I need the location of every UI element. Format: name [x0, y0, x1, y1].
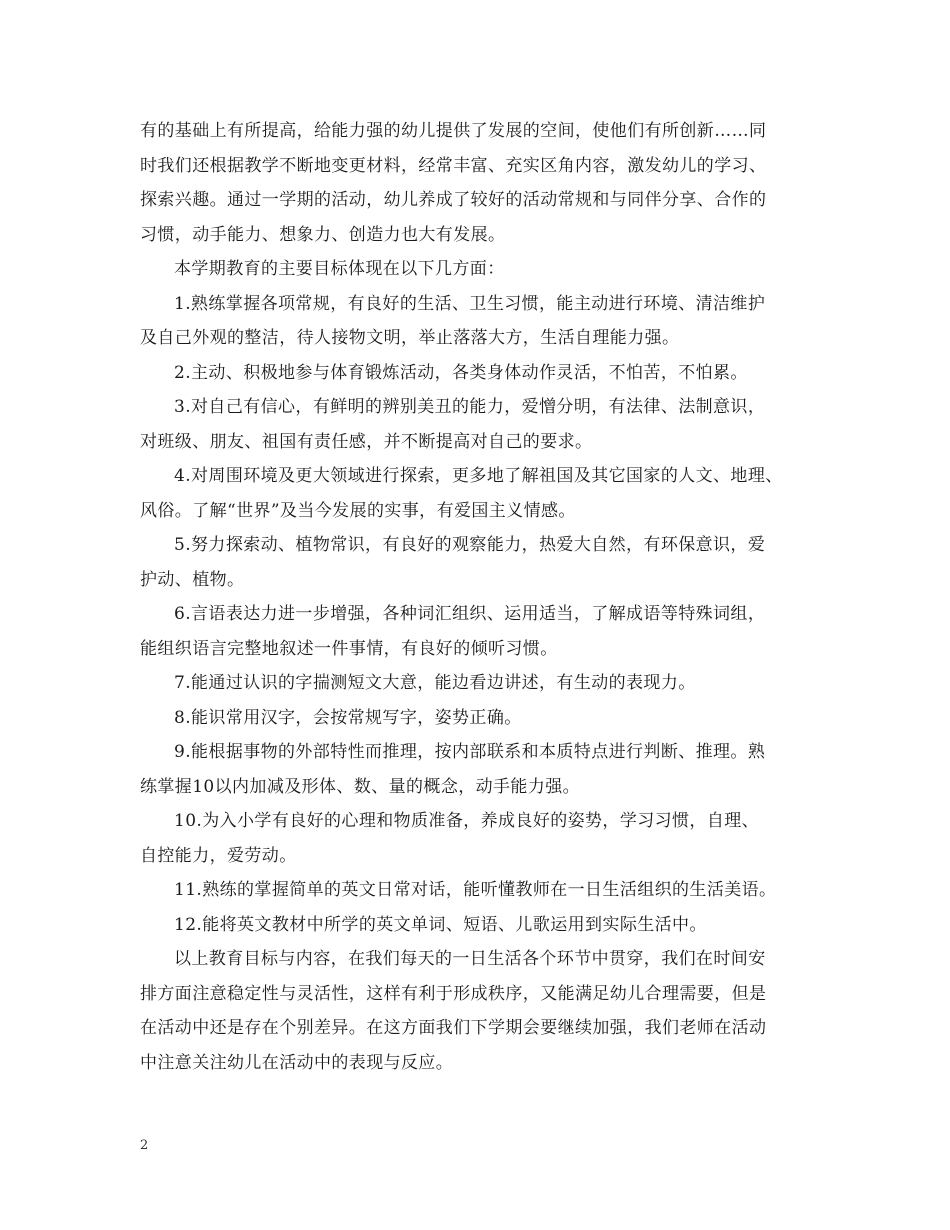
- text-line: 2.主动、积极地参与体育锻炼活动，各类身体动作灵活，不怕苦，不怕累。: [174, 362, 748, 383]
- text-line: 本学期教育的主要目标体现在以下几方面：: [174, 259, 505, 279]
- text-line: 自控能力，爱劳动。: [140, 845, 297, 866]
- text-line: 及自己外观的整洁，待人接物文明，举止落落大方，生活自理能力强。: [140, 328, 680, 348]
- text-line: 以上教育目标与内容，在我们每天的一日生活各个环节中贯穿，我们在时间安: [174, 949, 766, 969]
- text-line: 5.努力探索动、植物常识，有良好的观察能力，热爱大自然，有环保意识，爱: [174, 535, 766, 555]
- text-line: 1.熟练掌握各项常规，有良好的生活、卫生习惯，能主动进行环境、清洁维护: [174, 293, 766, 314]
- text-line: 探索兴趣。通过一学期的活动，幼儿养成了较好的活动常规和与同伴分享、合作的: [140, 190, 767, 210]
- text-line: 4.对周围环境及更大领域进行探索，更多地了解祖国及其它国家的人文、地理、: [174, 466, 783, 486]
- text-line: 排方面注意稳定性与灵活性，这样有利于形成秩序，又能满足幼儿合理需要，但是: [140, 983, 767, 1004]
- text-line: 在活动中还是存在个别差异。在这方面我们下学期会要继续加强，我们老师在活动: [140, 1018, 767, 1038]
- text-line: 有的基础上有所提高，给能力强的幼儿提供了发展的空间，使他们有所创新……同: [140, 121, 767, 141]
- text-line: 7.能通过认识的字揣测短文大意，能边看边讲述，有生动的表现力。: [174, 673, 696, 693]
- text-line: 10.为入小学有良好的心理和物质准备，养成良好的姿势，学习习惯，自理、: [174, 811, 760, 831]
- text-line: 对班级、朋友、祖国有责任感，并不断提高对自己的要求。: [140, 431, 593, 452]
- text-line: 9.能根据事物的外部特性而推理，按内部联系和本质特点进行判断、推理。熟: [174, 742, 766, 762]
- text-line: 风俗。了解“世界”及当今发展的实事，有爱国主义情感。: [140, 500, 576, 521]
- text-line: 能组织语言完整地叙述一件事情，有良好的倾听习惯。: [140, 638, 558, 659]
- text-line: 中注意关注幼儿在活动中的表现与反应。: [140, 1052, 454, 1073]
- text-line: 11.熟练的掌握简单的英文日常对话，能听懂教师在一日生活组织的生活美语。: [174, 880, 777, 900]
- text-line: 8.能识常用汉字，会按常规写字，姿势正确。: [174, 707, 522, 728]
- text-line: 护动、植物。: [140, 569, 245, 590]
- page-number: 2: [140, 1138, 149, 1153]
- text-line: 练掌握10以内加减及形体、数、量的概念，动手能力强。: [140, 776, 581, 797]
- text-line: 12.能将英文教材中所学的英文单词、短语、儿歌运用到实际生活中。: [174, 914, 707, 935]
- text-line: 3.对自己有信心，有鲜明的辨别美丑的能力，爱憎分明，有法律、法制意识，: [174, 397, 766, 417]
- body-text: [140, 114, 830, 1080]
- text-line: 习惯，动手能力、想象力、创造力也大有发展。: [140, 224, 506, 245]
- text-line: 6.言语表达力进一步增强，各种词汇组织、运用适当，了解成语等特殊词组，: [174, 604, 766, 624]
- text-line: 时我们还根据教学不断地变更材料，经常丰富、充实区角内容，激发幼儿的学习、: [140, 155, 767, 176]
